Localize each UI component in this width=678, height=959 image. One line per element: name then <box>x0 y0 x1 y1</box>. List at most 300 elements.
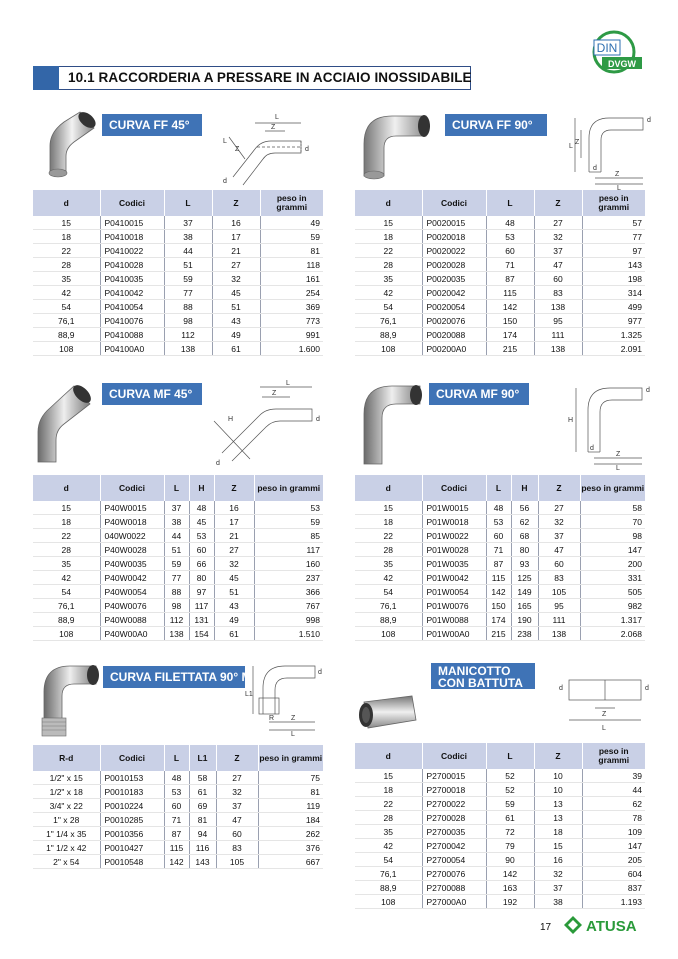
table-cell: 76,1 <box>33 599 100 613</box>
table-header-row <box>355 475 645 501</box>
table-cell: P0410042 <box>100 286 164 300</box>
table-cell: 48 <box>189 501 214 515</box>
table-cell: P0410015 <box>100 216 164 230</box>
table-cell: 70 <box>580 515 645 529</box>
table-cell: 18 <box>33 230 100 244</box>
table-row <box>33 342 323 356</box>
table-cell: 13 <box>534 811 582 825</box>
table-cell: 17 <box>214 515 254 529</box>
table-cell: P40W0028 <box>100 543 164 557</box>
table-cell: 44 <box>582 783 645 797</box>
dim-d2-label: d <box>223 178 227 185</box>
table-cell: P0020022 <box>422 244 486 258</box>
table-cell: 81 <box>260 244 323 258</box>
dim-z-label: Z <box>575 139 580 146</box>
table-row <box>355 839 645 853</box>
table-cell: 108 <box>355 627 422 641</box>
table-cell: P40W00A0 <box>100 627 164 641</box>
table-cell: 72 <box>486 825 534 839</box>
table-cell: P0020054 <box>422 300 486 314</box>
col-header: L <box>486 743 534 769</box>
table-body <box>355 216 645 356</box>
page-title: 10.1 RACCORDERIA A PRESSARE IN ACCIAIO INOSSIDABILE <box>68 70 472 85</box>
table-cell: P2700018 <box>422 783 486 797</box>
table-cell: 56 <box>511 501 538 515</box>
atusa-text: ATUSA <box>586 918 637 935</box>
section-label-manicotto: MANICOTTO CON BATTUTA <box>431 663 535 689</box>
table-header-row <box>33 745 323 771</box>
dim-d-label: d <box>559 685 563 692</box>
col-header: Z <box>214 475 254 501</box>
table-body <box>33 216 323 356</box>
table-cell: 111 <box>534 328 582 342</box>
table-cell: 118 <box>260 258 323 272</box>
table-cell: 88,9 <box>355 881 422 895</box>
table-row <box>355 571 645 585</box>
table-cell: 22 <box>33 244 100 258</box>
table-cell: 45 <box>189 515 214 529</box>
table-cell: 1.317 <box>580 613 645 627</box>
table-cell: 237 <box>254 571 323 585</box>
table-cell: 87 <box>164 827 189 841</box>
table-cell: 39 <box>582 769 645 783</box>
table-cell: 143 <box>582 258 645 272</box>
col-header: Z <box>534 743 582 769</box>
table-cell: 27 <box>212 258 260 272</box>
table-cell: 38 <box>534 895 582 909</box>
table-cell: 66 <box>189 557 214 571</box>
table-cell: 369 <box>260 300 323 314</box>
table-cell: 76,1 <box>355 314 422 328</box>
table-cell: 35 <box>355 825 422 839</box>
table-cell: 767 <box>254 599 323 613</box>
table-row <box>355 797 645 811</box>
table-cell: P40W0018 <box>100 515 164 529</box>
table-cell: P01W0022 <box>422 529 486 543</box>
table-cell: 28 <box>355 258 422 272</box>
curva-mf45-photo <box>34 378 94 466</box>
table-row <box>355 230 645 244</box>
dim-h-label: H <box>568 417 574 424</box>
section-label-curva-filettata: CURVA FILETTATA 90° MF <box>103 666 245 688</box>
table-cell: 37 <box>534 881 582 895</box>
table-cell: 97 <box>582 244 645 258</box>
table-cell: 61 <box>212 342 260 356</box>
table-cell: 15 <box>355 501 422 515</box>
dim-d-label: d <box>647 117 651 124</box>
table-cell: 366 <box>254 585 323 599</box>
table-row <box>33 515 323 529</box>
dim-z-label: Z <box>602 711 607 718</box>
col-header: peso in grammi <box>582 190 645 216</box>
table-cell: P01W0088 <box>422 613 486 627</box>
table-cell: 108 <box>355 342 422 356</box>
table-body <box>33 771 323 869</box>
table-cell: 42 <box>355 839 422 853</box>
table-cell: 2.091 <box>582 342 645 356</box>
table-row <box>33 557 323 571</box>
table-cell: 81 <box>189 813 216 827</box>
curva-mf90-photo <box>358 378 424 468</box>
table-cell: 125 <box>511 571 538 585</box>
table-cell: P0410076 <box>100 314 164 328</box>
table-cell: 1.600 <box>260 342 323 356</box>
table-cell: 42 <box>355 286 422 300</box>
dvgw-text: DVGW <box>608 59 636 69</box>
table-row <box>33 855 323 869</box>
col-header: L <box>164 190 212 216</box>
dim-l2-label: L <box>223 138 227 145</box>
table-cell: 59 <box>260 230 323 244</box>
table-cell: P01W0054 <box>422 585 486 599</box>
table-cell: P2700035 <box>422 825 486 839</box>
table-cell: 53 <box>254 501 323 515</box>
table-cell: 17 <box>212 230 260 244</box>
table-cell: 1" 1/4 x 35 <box>33 827 100 841</box>
table-row <box>33 314 323 328</box>
table-cell: 192 <box>486 895 534 909</box>
table-cell: P01W0028 <box>422 543 486 557</box>
table-cell: 18 <box>534 825 582 839</box>
table-row <box>33 216 323 230</box>
table-cell: 262 <box>258 827 323 841</box>
table-cell: 59 <box>164 272 212 286</box>
table-cell: 604 <box>582 867 645 881</box>
table-cell: 81 <box>258 785 323 799</box>
table-cell: 111 <box>538 613 580 627</box>
table-row <box>33 785 323 799</box>
table-cell: 32 <box>534 230 582 244</box>
table-cell: 115 <box>486 571 511 585</box>
table-cell: 1" 1/2 x 42 <box>33 841 100 855</box>
table-cell: 10 <box>534 769 582 783</box>
table-cell: 108 <box>33 342 100 356</box>
table-cell: 75 <box>258 771 323 785</box>
table-cell: 32 <box>212 272 260 286</box>
table-cell: 59 <box>254 515 323 529</box>
col-header: peso in grammi <box>258 745 323 771</box>
table-cell: 142 <box>486 585 511 599</box>
table-cell: 38 <box>164 230 212 244</box>
table-cell: 60 <box>164 799 189 813</box>
table-cell: 040W0022 <box>100 529 164 543</box>
table-cell: 60 <box>216 827 258 841</box>
col-header: d <box>355 743 422 769</box>
table-cell: 78 <box>582 811 645 825</box>
table-cell: 22 <box>355 529 422 543</box>
col-header: L <box>164 475 189 501</box>
table-cell: 22 <box>355 244 422 258</box>
title-accent-tab <box>33 66 59 90</box>
table-cell: 88,9 <box>33 613 100 627</box>
table-cell: 48 <box>164 771 189 785</box>
table-cell: 190 <box>511 613 538 627</box>
table-cell: 37 <box>534 244 582 258</box>
curva-ff45-photo <box>44 110 100 178</box>
table-cell: P0010224 <box>100 799 164 813</box>
table-curva-filettata <box>33 745 323 869</box>
table-row <box>355 529 645 543</box>
table-cell: P40W0076 <box>100 599 164 613</box>
table-cell: 16 <box>214 501 254 515</box>
table-cell: P01W0015 <box>422 501 486 515</box>
dim-l1-label: L1 <box>245 691 253 698</box>
table-cell: 88,9 <box>355 328 422 342</box>
dim-z-label: Z <box>271 124 276 131</box>
table-cell: 1.193 <box>582 895 645 909</box>
table-cell: 43 <box>212 314 260 328</box>
table-cell: 161 <box>260 272 323 286</box>
table-cell: 15 <box>355 769 422 783</box>
table-cell: 52 <box>486 783 534 797</box>
table-cell: 1.325 <box>582 328 645 342</box>
table-cell: 83 <box>216 841 258 855</box>
table-cell: 116 <box>189 841 216 855</box>
table-cell: P40W0015 <box>100 501 164 515</box>
table-cell: 977 <box>582 314 645 328</box>
table-cell: 77 <box>582 230 645 244</box>
table-cell: 48 <box>486 501 511 515</box>
table-cell: 215 <box>486 627 511 641</box>
table-row <box>355 258 645 272</box>
table-cell: 147 <box>582 839 645 853</box>
table-cell: 138 <box>538 627 580 641</box>
table-cell: P0010548 <box>100 855 164 869</box>
table-cell: P40W0054 <box>100 585 164 599</box>
table-body <box>33 501 323 641</box>
table-cell: 54 <box>33 585 100 599</box>
table-cell: 52 <box>486 769 534 783</box>
table-cell: 60 <box>486 244 534 258</box>
dim-d-label: d <box>646 387 650 394</box>
col-header: peso in grammi <box>582 743 645 769</box>
table-cell: 200 <box>580 557 645 571</box>
table-row <box>355 867 645 881</box>
table-cell: 991 <box>260 328 323 342</box>
table-cell: 142 <box>486 867 534 881</box>
col-header: Codici <box>100 475 164 501</box>
table-row <box>33 585 323 599</box>
table-row <box>355 286 645 300</box>
table-cell: P2700028 <box>422 811 486 825</box>
table-cell: 112 <box>164 328 212 342</box>
table-cell: 58 <box>189 771 216 785</box>
dim-l-label: L <box>291 731 295 738</box>
table-cell: 88,9 <box>33 328 100 342</box>
col-header: H <box>189 475 214 501</box>
manicotto-photo <box>356 690 420 734</box>
table-cell: 61 <box>214 627 254 641</box>
table-row <box>33 599 323 613</box>
col-header: Z <box>538 475 580 501</box>
table-cell: 18 <box>355 230 422 244</box>
table-cell: 150 <box>486 314 534 328</box>
table-cell: 32 <box>534 867 582 881</box>
dim-d-label: d <box>318 669 322 676</box>
curva-mf45-diagram <box>200 375 325 467</box>
table-cell: 10 <box>534 783 582 797</box>
page-number: 17 <box>540 922 552 933</box>
table-cell: 51 <box>212 300 260 314</box>
table-cell: 3/4" x 22 <box>33 799 100 813</box>
col-header: peso in grammi <box>254 475 323 501</box>
table-cell: 85 <box>254 529 323 543</box>
table-row <box>33 841 323 855</box>
col-header: Codici <box>422 475 486 501</box>
table-cell: 18 <box>355 783 422 797</box>
table-cell: 35 <box>33 557 100 571</box>
col-header: Codici <box>100 190 164 216</box>
table-cell: 98 <box>580 529 645 543</box>
curva-ff90-diagram <box>555 108 655 190</box>
dim-l-label: L <box>602 725 606 732</box>
table-cell: 71 <box>486 258 534 272</box>
curva-filettata-photo <box>36 660 100 738</box>
table-row <box>355 314 645 328</box>
table-row <box>355 825 645 839</box>
table-cell: 80 <box>511 543 538 557</box>
table-cell: 37 <box>164 216 212 230</box>
table-cell: 54 <box>33 300 100 314</box>
table-cell: 61 <box>189 785 216 799</box>
table-cell: P0020088 <box>422 328 486 342</box>
table-cell: 254 <box>260 286 323 300</box>
table-row <box>355 342 645 356</box>
table-cell: 15 <box>534 839 582 853</box>
table-cell: 198 <box>582 272 645 286</box>
table-header-row <box>33 475 323 501</box>
table-row <box>33 328 323 342</box>
table-header-row <box>355 743 645 769</box>
table-cell: 215 <box>486 342 534 356</box>
table-row <box>355 769 645 783</box>
table-cell: 59 <box>486 797 534 811</box>
table-cell: P0010356 <box>100 827 164 841</box>
dim-z2-label: Z <box>235 146 240 153</box>
table-curva-mf45 <box>33 475 323 641</box>
dim-d2-label: d <box>645 685 649 692</box>
table-cell: 22 <box>33 529 100 543</box>
table-row <box>355 627 645 641</box>
table-cell: P0020042 <box>422 286 486 300</box>
table-row <box>33 613 323 627</box>
table-cell: 15 <box>33 216 100 230</box>
table-row <box>33 272 323 286</box>
table-cell: P0020035 <box>422 272 486 286</box>
table-cell: 16 <box>212 216 260 230</box>
table-cell: 205 <box>582 853 645 867</box>
table-cell: 53 <box>164 785 189 799</box>
table-cell: 314 <box>582 286 645 300</box>
table-row <box>355 272 645 286</box>
table-cell: P01W0035 <box>422 557 486 571</box>
table-row <box>355 543 645 557</box>
table-cell: 18 <box>33 515 100 529</box>
table-cell: 108 <box>355 895 422 909</box>
table-cell: 35 <box>355 557 422 571</box>
table-curva-mf90 <box>355 475 645 641</box>
table-cell: 773 <box>260 314 323 328</box>
table-row <box>355 613 645 627</box>
table-cell: P2700015 <box>422 769 486 783</box>
table-cell: 57 <box>582 216 645 230</box>
col-header: Codici <box>100 745 164 771</box>
table-row <box>355 557 645 571</box>
table-cell: 98 <box>164 314 212 328</box>
din-text: DIN <box>596 41 618 55</box>
table-cell: 88,9 <box>355 613 422 627</box>
table-cell: 69 <box>189 799 216 813</box>
table-cell: P0010427 <box>100 841 164 855</box>
table-cell: 76,1 <box>355 867 422 881</box>
dim-l-label: L <box>569 143 573 150</box>
table-cell: 149 <box>511 585 538 599</box>
table-cell: P0020076 <box>422 314 486 328</box>
table-cell: 59 <box>164 557 189 571</box>
table-cell: 27 <box>216 771 258 785</box>
table-cell: P0410022 <box>100 244 164 258</box>
table-cell: P2700076 <box>422 867 486 881</box>
table-cell: 53 <box>189 529 214 543</box>
table-row <box>33 799 323 813</box>
table-cell: 90 <box>486 853 534 867</box>
table-cell: 62 <box>582 797 645 811</box>
dim-z-label: Z <box>291 715 296 722</box>
table-cell: 87 <box>486 557 511 571</box>
table-cell: 143 <box>189 855 216 869</box>
table-cell: 331 <box>580 571 645 585</box>
table-cell: P0020028 <box>422 258 486 272</box>
section-label-curva-mf90: CURVA MF 90° <box>429 383 529 405</box>
curva-ff90-photo <box>356 110 432 180</box>
table-cell: 83 <box>538 571 580 585</box>
table-cell: 28 <box>33 258 100 272</box>
table-cell: 77 <box>164 286 212 300</box>
table-cell: 163 <box>486 881 534 895</box>
table-curva-ff45 <box>33 190 323 356</box>
table-cell: P0020015 <box>422 216 486 230</box>
col-header: Z <box>212 190 260 216</box>
table-row <box>355 244 645 258</box>
table-cell: 105 <box>216 855 258 869</box>
table-cell: 68 <box>511 529 538 543</box>
table-cell: 174 <box>486 328 534 342</box>
table-cell: P00200A0 <box>422 342 486 356</box>
curva-filettata-diagram <box>245 658 325 738</box>
col-header: peso in grammi <box>580 475 645 501</box>
dim-z-label: Z <box>272 390 277 397</box>
table-cell: 138 <box>534 300 582 314</box>
dim-l-label: L <box>616 465 620 470</box>
table-row <box>355 881 645 895</box>
table-cell: 62 <box>511 515 538 529</box>
table-cell: P2700054 <box>422 853 486 867</box>
table-cell: 60 <box>538 557 580 571</box>
table-row <box>355 783 645 797</box>
table-cell: 35 <box>33 272 100 286</box>
table-cell: 79 <box>486 839 534 853</box>
table-cell: 142 <box>164 855 189 869</box>
table-cell: 667 <box>258 855 323 869</box>
table-cell: 16 <box>534 853 582 867</box>
curva-ff45-diagram <box>205 107 315 187</box>
table-cell: P0410018 <box>100 230 164 244</box>
table-cell: 1/2" x 15 <box>33 771 100 785</box>
table-row <box>33 543 323 557</box>
table-cell: 51 <box>214 585 254 599</box>
table-cell: P40W0088 <box>100 613 164 627</box>
table-header-row <box>355 190 645 216</box>
